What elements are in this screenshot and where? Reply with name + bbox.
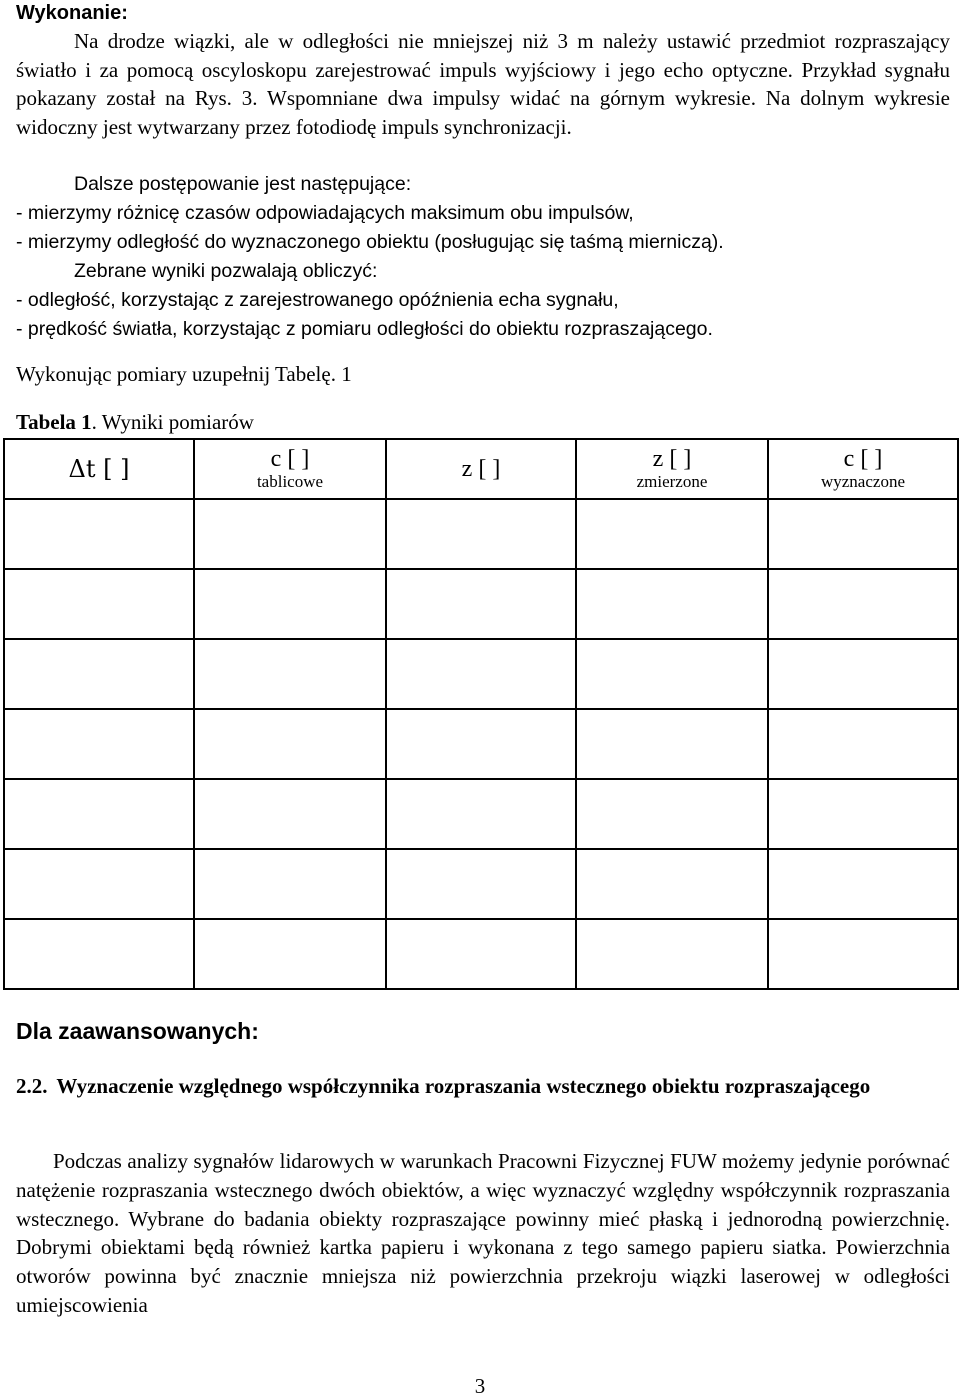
- header-c-wyznaczone: c [ ] wyznaczone: [768, 439, 958, 499]
- table-row: [4, 709, 958, 779]
- table-caption-label: Tabela 1: [16, 410, 92, 434]
- table-cell[interactable]: [4, 779, 194, 849]
- table-cell[interactable]: [4, 499, 194, 569]
- header-c-tablicowe: c [ ] tablicowe: [194, 439, 386, 499]
- table-row: [4, 639, 958, 709]
- procedure-step: - mierzymy różnicę czasów odpowiadających maksimum obu impulsów,: [16, 202, 634, 224]
- table-cell[interactable]: [768, 919, 958, 989]
- header-z-zmierzone: z [ ] zmierzone: [576, 439, 768, 499]
- table-cell[interactable]: [386, 569, 576, 639]
- table-cell[interactable]: [194, 639, 386, 709]
- table-cell[interactable]: [194, 499, 386, 569]
- table-cell[interactable]: [4, 639, 194, 709]
- table-row: [4, 849, 958, 919]
- results-table: [3, 438, 959, 990]
- results-item: - odległość, korzystając z zarejestrowanego opóźnienia echa sygnału,: [16, 289, 619, 311]
- table-cell[interactable]: [576, 919, 768, 989]
- table-cell[interactable]: [386, 709, 576, 779]
- table-cell[interactable]: [576, 709, 768, 779]
- table-cell[interactable]: [194, 709, 386, 779]
- table-cell[interactable]: [576, 569, 768, 639]
- advanced-body-text: Podczas analizy sygnałów lidarowych w warunkach Pracowni Fizycznej FUW możemy jedynie porównać natężenie rozpraszania wstecznego dwóch obiektów, a więc wyznaczyć względny współczynnik rozpraszania wstecznego. Wybrane do badania obiekty rozpraszające powinny mieć płaską i jednorodną powierzchnię. Dobrymi obiektami będą również kartka papieru i wykonana z tego samego papieru siatka. Powierzchnia otworów powinna być znacznie mniejsza niż powierzchnia przekroju wiązki laserowej w odległości umiejscowienia: [16, 1149, 950, 1317]
- table-cell[interactable]: [576, 499, 768, 569]
- table-cell[interactable]: [576, 779, 768, 849]
- table-cell[interactable]: [768, 639, 958, 709]
- results-lead: Zebrane wyniki pozwalają obliczyć:: [74, 260, 378, 282]
- table-row: [4, 499, 958, 569]
- table-caption: [16, 410, 254, 435]
- advanced-heading: Dla zaawansowanych:: [16, 1018, 259, 1044]
- table-cell[interactable]: [386, 639, 576, 709]
- table-cell[interactable]: [194, 569, 386, 639]
- results-item: - prędkość światła, korzystając z pomiaru odległości do obiektu rozpraszającego.: [16, 318, 713, 340]
- table-row: [4, 919, 958, 989]
- table-cell[interactable]: [386, 849, 576, 919]
- table-row: [4, 569, 958, 639]
- table-cell[interactable]: [768, 849, 958, 919]
- intro-paragraph: [16, 27, 950, 141]
- table-cell[interactable]: [386, 499, 576, 569]
- table-cell[interactable]: [194, 779, 386, 849]
- table-cell[interactable]: [194, 849, 386, 919]
- table-cell[interactable]: [386, 779, 576, 849]
- instruction-text: Wykonując pomiary uzupełnij Tabelę. 1: [16, 362, 352, 386]
- table-cell[interactable]: [4, 569, 194, 639]
- page-number: 3: [474, 1374, 486, 1398]
- table-caption-title: . Wyniki pomiarów: [91, 410, 254, 434]
- table-cell[interactable]: [768, 779, 958, 849]
- table-cell[interactable]: [768, 499, 958, 569]
- table-cell[interactable]: [768, 709, 958, 779]
- header-z: z [ ]: [386, 439, 576, 499]
- table-cell[interactable]: [4, 919, 194, 989]
- table-cell[interactable]: [386, 919, 576, 989]
- intro-text: Na drodze wiązki, ale w odległości nie mniejszej niż 3 m należy ustawić przedmiot rozpraszający światło i za pomocą oscyloskopu zarejestrować impuls wyjściowy i jego echo optyczne. Przykład sygnału pokazany został na Rys. 3. Wspomniane dwa impulsy widać na górnym wykresie. Na dolnym wykresie widoczny jest wytwarzany przez fotodiodę impuls synchronizacji.: [16, 29, 950, 139]
- table-header-row: [4, 439, 958, 499]
- procedure-block: [16, 170, 950, 344]
- table-cell[interactable]: [194, 919, 386, 989]
- subsection-title-text: Wyznaczenie względnego współczynnika rozpraszania wstecznego obiektu rozpraszającego: [56, 1074, 871, 1098]
- procedure-step: - mierzymy odległość do wyznaczonego obiektu (posługując się taśmą mierniczą).: [16, 231, 724, 253]
- table-cell[interactable]: [4, 709, 194, 779]
- header-delta-t: Δt [ ]: [4, 439, 194, 499]
- table-cell[interactable]: [768, 569, 958, 639]
- subsection-title: [16, 1072, 950, 1100]
- table-cell[interactable]: [4, 849, 194, 919]
- table-cell[interactable]: [576, 639, 768, 709]
- procedure-lead: Dalsze postępowanie jest następujące:: [74, 173, 412, 195]
- advanced-paragraph: [16, 1147, 950, 1320]
- table-cell[interactable]: [576, 849, 768, 919]
- table-row: [4, 779, 958, 849]
- subsection-number: 2.2.: [16, 1074, 48, 1098]
- section-heading: Wykonanie:: [16, 2, 128, 24]
